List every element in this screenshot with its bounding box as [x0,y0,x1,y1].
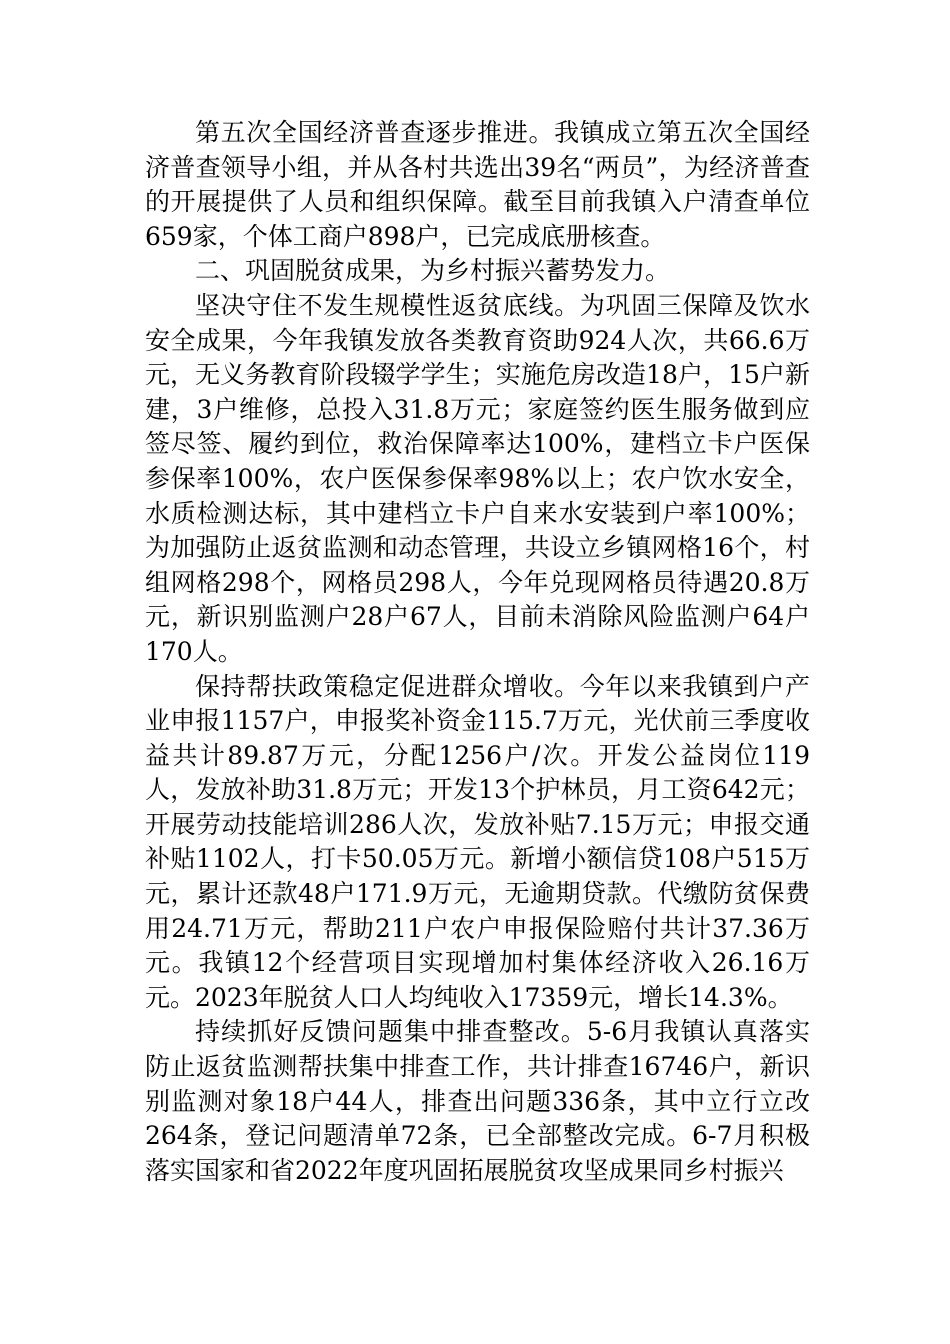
paragraph-income-support-policies: 保持帮扶政策稳定促进群众增收。今年以来我镇到户产业申报1157户，申报奖补资金115.7万元，光伏前三季度收益共计89.87万元，分配1256户/次。开发公益岗位119人，发放补助31.8万元；开发13个护林员，月工资642元；开展劳动技能培训286人次，发放补贴7.15万元；申报交通补贴1102人，打卡50.05万元。新增小额信贷108户515万元，累计还款48户171.9万元，无逾期贷款。代缴防贫保费用24.71万元，帮助211户农户申报保险赔付共计37.36万元。我镇12个经营项目实现增加村集体经济收入26.16万元。2023年脱贫人口人均纯收入17359元，增长14.3%。 [145,671,810,1012]
paragraph-prevent-return-to-poverty: 坚决守住不发生规模性返贫底线。为巩固三保障及饮水安全成果，今年我镇发放各类教育资助924人次，共66.6万元，无义务教育阶段辍学学生；实施危房改造18户，15户新建，3户维修，总投入31.8万元；家庭签约医生服务做到应签尽签、履约到位，救治保障率达100%，建档立卡户医保参保率100%，农户医保参保率98%以上；农户饮水安全，水质检测达标，其中建档立卡户自来水安装到户率100%；为加强防止返贫监测和动态管理，共设立乡镇网格16个，村组网格298个，网格员298人，今年兑现网格员待遇20.8万元，新识别监测户28户67人，目前未消除风险监测户64户170人。 [145,290,810,666]
document-body [145,116,810,1188]
section-heading-poverty-results: 二、巩固脱贫成果，为乡村振兴蓄势发力。 [195,256,671,286]
paragraph-economic-census: 第五次全国经济普查逐步推进。我镇成立第五次全国经济普查领导小组，并从各村共选出39名“两员”，为经济普查的开展提供了人员和组织保障。截至目前我镇入户清查单位659家，个体工商户898户，已完成底册核查。 [145,118,810,251]
paragraph-issue-rectification: 持续抓好反馈问题集中排查整改。5-6月我镇认真落实防止返贫监测帮扶集中排查工作，共计排查16746户，新识别监测对象18户44人，排查出问题336条，其中立行立改264条，登记问题清单72条，已全部整改完成。6-7月积极落实国家和省2022年度巩固拓展脱贫攻坚成果同乡村振兴 [145,1017,810,1185]
